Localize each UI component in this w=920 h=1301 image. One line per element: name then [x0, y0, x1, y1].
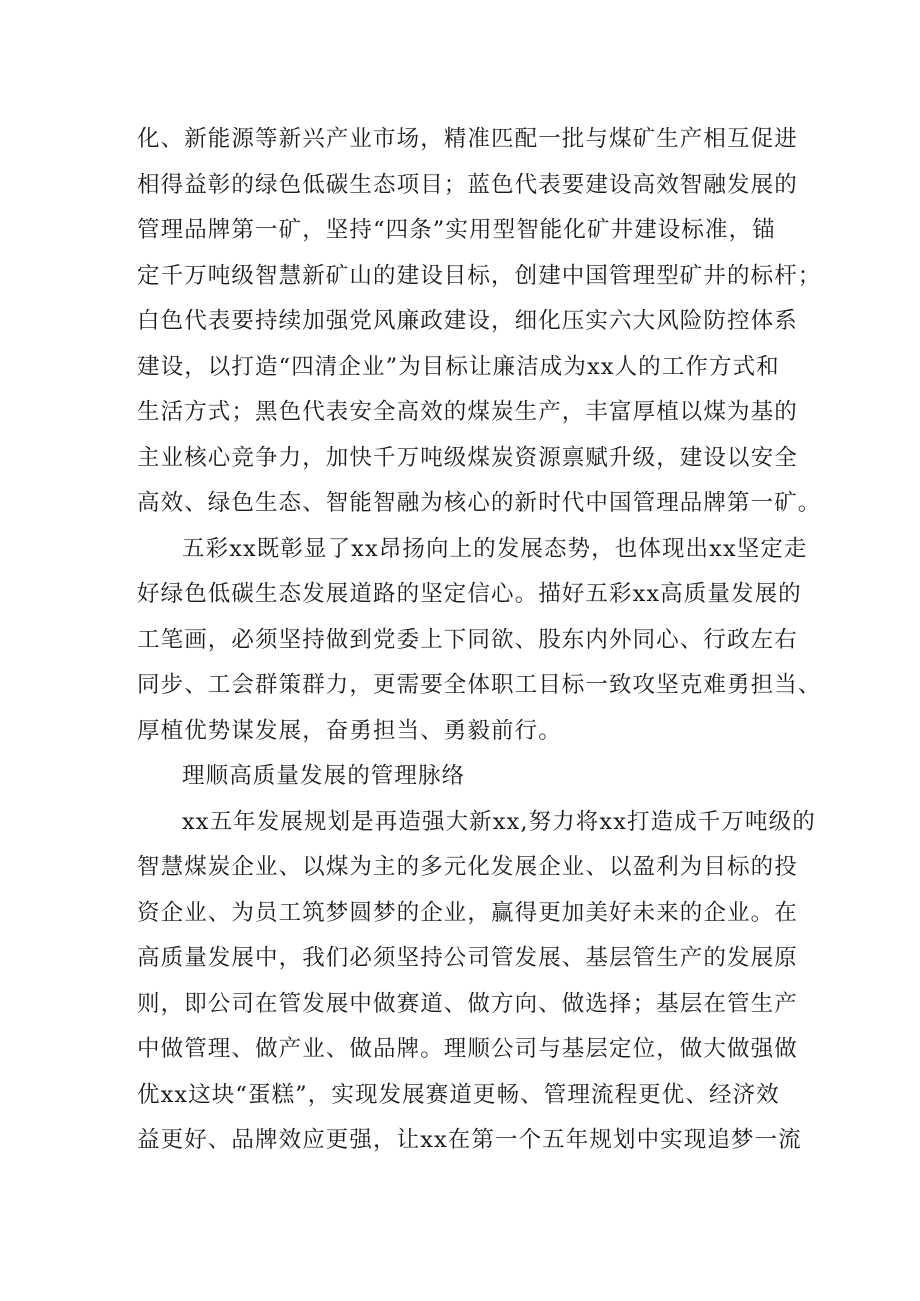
text-line: 智慧煤炭企业、以煤为主的多元化发展企业、以盈利为目标的投 [137, 854, 798, 880]
text-line: 好绿色低碳生态发展道路的坚定信心。描好五彩xx高质量发展的 [137, 581, 802, 607]
text-line: 定千万吨级智慧新矿山的建设目标，创建中国管理型矿井的标杆； [137, 262, 822, 289]
text-line: 同步、工会群策群力，更需要全体职工目标一致攻坚克难勇担当、 [137, 672, 822, 698]
text-line: 高效、绿色生态、智能智融为核心的新时代中国管理品牌第一矿。 [137, 490, 822, 516]
text-line: 建设，以打造“四清企业”为目标让廉洁成为xx人的工作方式和 [137, 353, 780, 380]
text-line: 工笔画，必须坚持做到党委上下同欲、股东内外同心、行政左右 [137, 626, 798, 653]
text-line: 则，即公司在管发展中做赛道、做方向、做选择；基层在管生产 [137, 990, 798, 1017]
text-line: 相得益彰的绿色低碳生态项目；蓝色代表要建设高效智融发展的 [137, 171, 798, 198]
paragraph-first-line: 五彩xx既彰显了xx昂扬向上的发展态势，也体现出xx坚定走 [182, 535, 808, 562]
text-line: 优xx这块“蛋糕”，实现发展赛道更畅、管理流程更优、经济效 [137, 1081, 780, 1108]
text-line: 高质量发展中，我们必须坚持公司管发展、基层管生产的发展原 [137, 945, 798, 971]
text-line: 厚植优势谋发展，奋勇担当、勇毅前行。 [137, 717, 562, 744]
paragraph-first-line: xx五年发展规划是再造强大新xx,努力将xx打造成千万吨级的 [182, 808, 816, 835]
section-heading: 理顺高质量发展的管理脉络 [182, 763, 466, 789]
text-line: 白色代表要持续加强党风廉政建设，细化压实六大风险防控体系 [137, 308, 798, 334]
document-body [137, 117, 822, 1164]
text-line: 资企业、为员工筑梦圆梦的企业，赢得更加美好未来的企业。在 [137, 899, 798, 926]
text-line: 主业核心竞争力，加快千万吨级煤炭资源禀赋升级，建设以安全 [137, 444, 798, 471]
text-line: 益更好、品牌效应更强，让xx在第一个五年规划中实现追梦一流 [137, 1127, 802, 1153]
text-line: 化、新能源等新兴产业市场，精准匹配一批与煤矿生产相互促进 [137, 126, 798, 152]
text-line: 中做管理、做产业、做品牌。理顺公司与基层定位，做大做强做 [137, 1036, 798, 1062]
text-line: 生活方式；黑色代表安全高效的煤炭生产，丰富厚植以煤为基的 [137, 399, 798, 425]
text-line: 管理品牌第一矿，坚持“四条”实用型智能化矿井建设标准，锚 [137, 217, 776, 243]
